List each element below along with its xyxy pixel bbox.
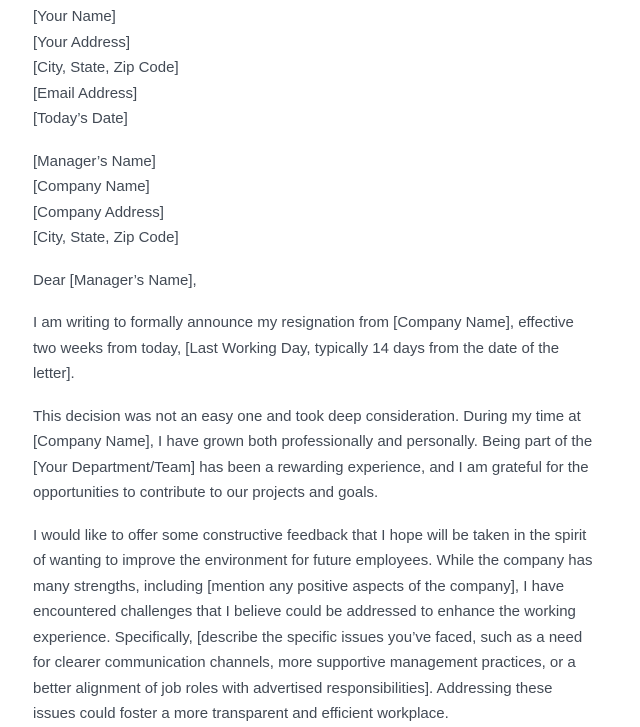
recipient-company-name-line: [Company Name] [33, 178, 150, 195]
sender-city-state-zip-line: [City, State, Zip Code] [33, 59, 179, 76]
paragraph-resignation-announcement: I am writing to formally announce my resignation from [Company Name], effective two weeks from today, [Last Working Day, typically 14 days from the date of the letter]. [33, 314, 574, 382]
salutation: Dear [Manager’s Name], [33, 271, 197, 289]
recipient-city-state-zip-line: [City, State, Zip Code] [33, 229, 179, 246]
sender-name-line: [Your Name] [33, 8, 116, 25]
sender-address-block [33, 4, 599, 132]
recipient-manager-name-line: [Manager’s Name] [33, 152, 156, 170]
paragraph-gratitude: This decision was not an easy one and took deep consideration. During my time at [Company Name], I have grown both professionally and personally. Being part of the [Your Department/Team] has been a rewarding experience, and I am grateful for the opportunities to contribute to our projects and goals. [33, 407, 593, 501]
recipient-company-address-line: [Company Address] [33, 203, 164, 221]
date-line: [Today’s Date] [33, 110, 128, 127]
paragraph-constructive-feedback: I would like to offer some constructive feedback that I hope will be taken in the spirit of wanting to improve the environment for future employees. While the company has many strengths, including [mention any positive aspects of the company], I have encountered challenges that I believe could be addressed to enhance the working experience. Specifically, [describe the specific issues you’ve faced, such as a need for clearer communication channels, more supportive management practices, or a better alignment of job roles with advertised responsibilities]. Addressing these issues could foster a more transparent and efficient workplace. [33, 526, 593, 722]
sender-address-line: [Your Address] [33, 33, 131, 51]
recipient-address-block [33, 149, 599, 251]
sender-email-line: [Email Address] [33, 84, 138, 102]
